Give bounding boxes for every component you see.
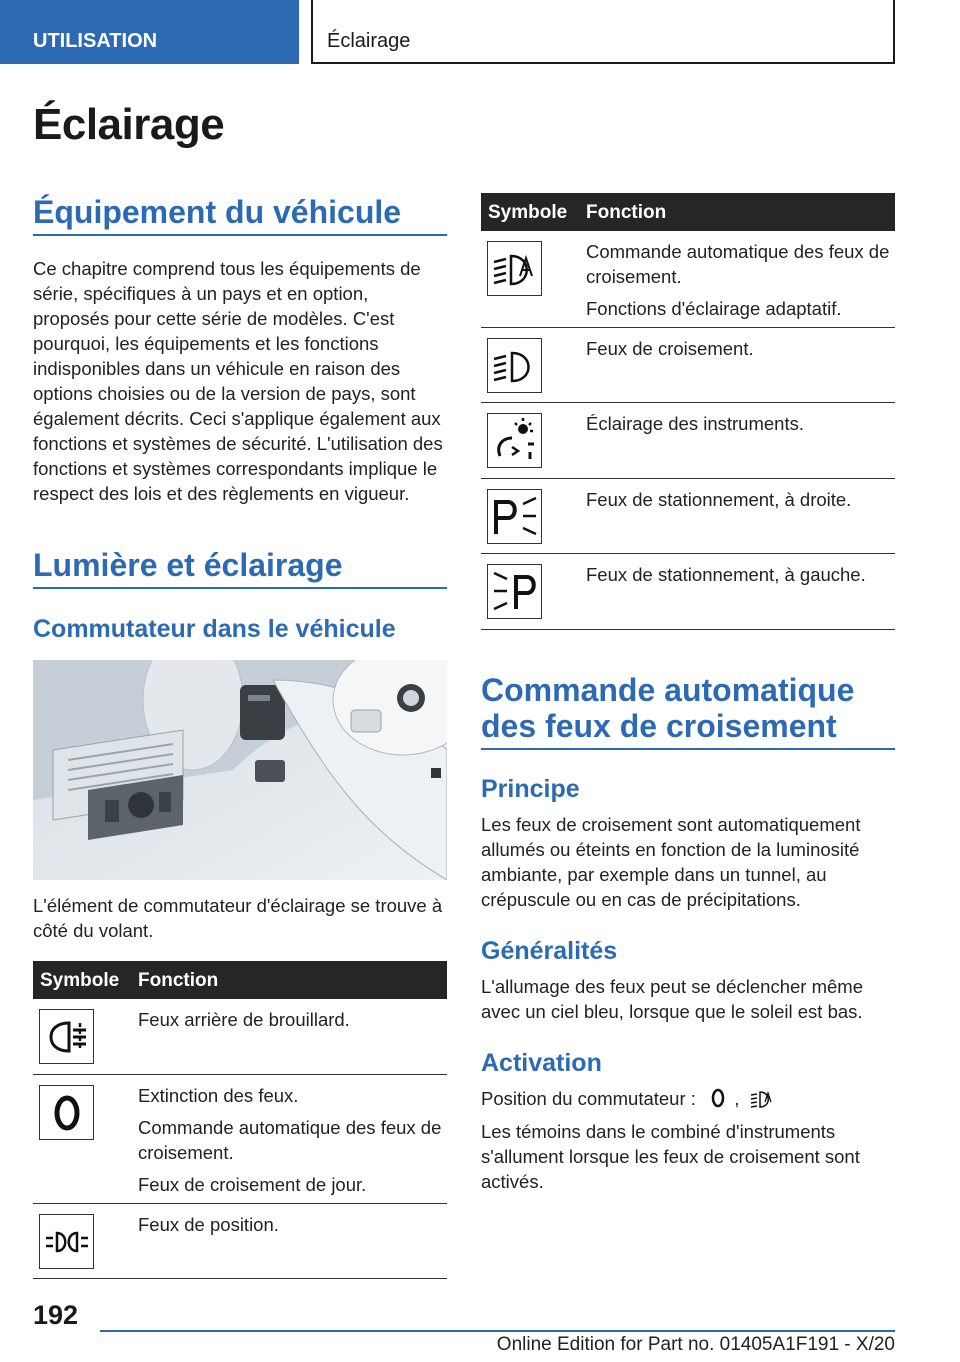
- dashboard-switch-photo: [33, 660, 447, 880]
- function-cell: Feux de croisement.: [586, 338, 754, 359]
- heading-equipement: Équipement du véhicule: [33, 194, 402, 230]
- rear-fog-light-icon: [39, 1009, 94, 1064]
- page-title: Éclairage: [33, 100, 225, 149]
- low-beam-icon: [487, 338, 542, 393]
- function-cell: Feux de stationnement, à gauche.: [586, 564, 866, 585]
- table-row: [481, 479, 895, 554]
- edition-note: Online Edition for Part no. 01405A1F191 - X/20: [496, 1334, 895, 1355]
- table-row: [33, 1075, 447, 1204]
- col-symbol-header: Symbole: [40, 970, 120, 991]
- function-cell: Commande automatique des feux de croisement. Fonctions d'éclairage adaptatif.: [586, 241, 890, 319]
- heading-activation: Activation: [481, 1049, 602, 1077]
- lights-off-icon: [39, 1085, 94, 1140]
- paragraph-activation-position: Position du commutateur : ,: [481, 1086, 895, 1111]
- paragraph-activation-indicators: Les témoins dans le combiné d'instruments s'allument lorsque les feux de croisement sont activés.: [481, 1121, 860, 1192]
- page-number: 192: [33, 1300, 79, 1330]
- symbol-table-right: [481, 193, 895, 630]
- paragraph-principe: Les feux de croisement sont automatiquement allumés ou éteints en fonction de la luminosité ambiante, par exemple dans un tunnel, au crépuscule ou en cas de précipitations.: [481, 814, 861, 910]
- table-row: [33, 1204, 447, 1279]
- table-row: [33, 999, 447, 1075]
- heading-generalites: Généralités: [481, 937, 618, 965]
- function-cell: Extinction des feux. Commande automatique des feux de croisement. Feux de croisement de jour.: [138, 1085, 442, 1195]
- col-function-header: Fonction: [138, 970, 219, 991]
- symbol-table-left: [33, 961, 447, 1279]
- auto-low-beam-inline-icon: [750, 1087, 776, 1109]
- footer-divider: [100, 1330, 895, 1332]
- lights-off-inline-icon: [707, 1087, 729, 1109]
- function-cell: Feux arrière de brouillard.: [138, 1009, 350, 1030]
- chapter-tab: Éclairage: [311, 0, 895, 64]
- paragraph-commutateur: L'élément de commutateur d'éclairage se trouve à côté du volant.: [33, 895, 443, 941]
- col-function-header: Fonction: [586, 202, 667, 223]
- heading-commande: Commande automatique des feux de croisement: [481, 672, 855, 744]
- table-header: [481, 193, 895, 231]
- function-cell: Éclairage des instruments.: [586, 413, 804, 434]
- position-lights-icon: [39, 1214, 94, 1269]
- table-row: [481, 403, 895, 479]
- table-row: [481, 231, 895, 328]
- parking-light-right-icon: [487, 489, 542, 544]
- function-cell: Feux de stationnement, à droite.: [586, 489, 852, 510]
- section-tab: UTILISATION: [0, 0, 299, 64]
- parking-light-left-icon: [487, 564, 542, 619]
- paragraph-equipement: Ce chapitre comprend tous les équipements de série, spécifiques à un pays et en option, proposés pour cette série de modèles. C'est pourquoi, les équipements et les fonctions indisponibles dans un véhicule en raison des options choisies ou de la version de pays, sont également décrits. Ceci s'applique également aux fonctions et systèmes de sécurité. L'utilisation des fonctions et systèmes correspondants implique le respect des lois et des règlements en vigueur.: [33, 258, 443, 504]
- paragraph-generalites: L'allumage des feux peut se déclencher même avec un ciel bleu, lorsque que le soleil est bas.: [481, 976, 863, 1022]
- table-row: [481, 554, 895, 630]
- table-row: [481, 328, 895, 403]
- instrument-lighting-icon: [487, 413, 542, 468]
- col-symbol-header: Symbole: [488, 202, 568, 223]
- table-header: [33, 961, 447, 999]
- heading-divider: [33, 234, 447, 236]
- heading-divider: [33, 587, 447, 589]
- heading-principe: Principe: [481, 775, 580, 803]
- heading-lumiere: Lumière et éclairage: [33, 547, 343, 583]
- auto-low-beam-icon: [487, 241, 542, 296]
- function-cell: Feux de position.: [138, 1214, 279, 1235]
- heading-commutateur: Commutateur dans le véhicule: [33, 615, 396, 643]
- heading-divider: [481, 748, 895, 750]
